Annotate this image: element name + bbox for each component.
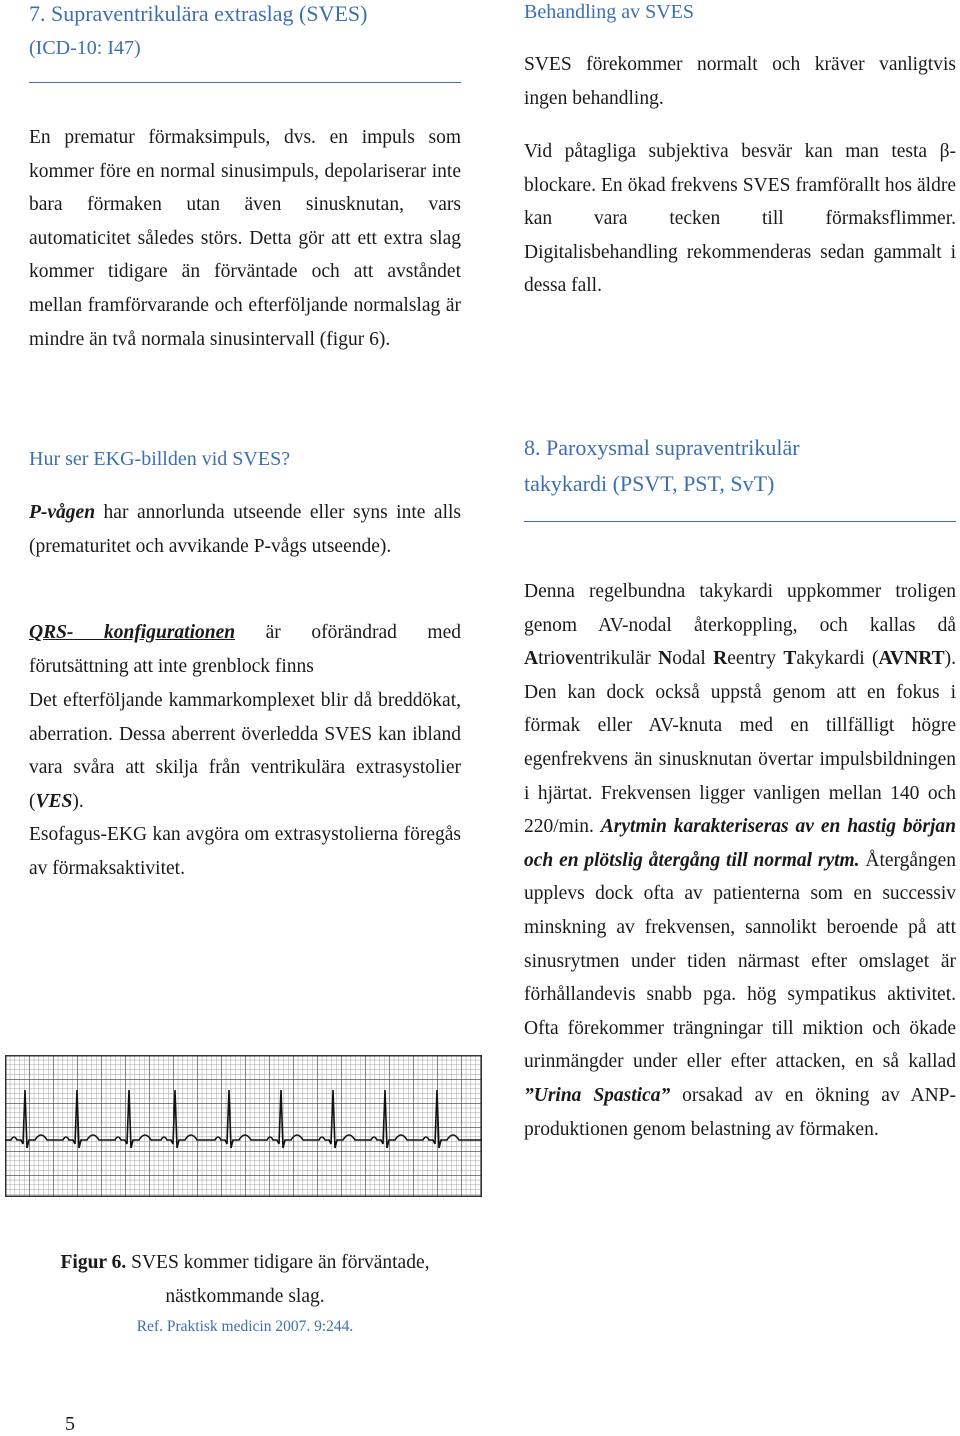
arrhythmia-emphasis: Arytmin karakteriseras av en hastig början och en plötslig återgång till normal rytm. <box>524 816 956 871</box>
qrs-text: är oförändrad med förutsättning att inte grenblock finns <box>29 622 461 677</box>
section-8-title <box>524 431 956 501</box>
page-number: 5 <box>65 1413 75 1435</box>
section-7-rule <box>29 82 461 83</box>
acronym-v: v <box>565 648 575 670</box>
p-wave-term: P-vågen <box>29 502 96 523</box>
acronym-r-rest: eentry <box>727 648 784 670</box>
aberration-text: Det efterföljande kammarkomplexet blir då breddökat, aberration. Dessa aberrent överledda SVES kan ibland vara svåra att skilja från ventrikulära extrasystolier ( <box>29 690 461 812</box>
ecg-grid <box>5 1055 482 1197</box>
acronym-t: T <box>783 648 797 670</box>
psvt-text-c: Återgången upplevs dock ofta av patienterna som en successiv minskning av frekvensen, sannolikt beroende på att sinusrytmen under tiden närmast efter omslaget är förhållandevis snabb pga. hög sympatikus aktivitet. Ofta förekommer trängningar till miktion och ökade urinmängder under eller efter attacken, en så kallad <box>524 849 956 1073</box>
urina-spastica-term: ”Urina Spastica” <box>524 1084 671 1106</box>
p-wave-text: har annorlunda utseende eller syns inte alls (prematuritet och avvikande P-vågs utseende). <box>29 502 461 557</box>
acronym-avnrt: AVNRT <box>878 648 945 670</box>
acronym-t-rest: akykardi ( <box>796 648 879 670</box>
aberration-paragraph <box>29 684 461 818</box>
svves-intro-paragraph: En prematur förmaksimpuls, dvs. en impuls som kommer före en normal sinusimpuls, depolariserar inte bara förmaken utan även sinusknutan, vars automaticitet således störs. Detta gör att ett extra slag kommer tidigare än förväntade och att avståndet mellan framförvarande och efterföljande normalslag är mindre än två normala sinusintervall (figur 6). <box>29 127 461 350</box>
qrs-paragraph <box>29 616 461 683</box>
ecg-strip-figure <box>5 1055 482 1197</box>
acronym-n-rest: odal <box>672 648 714 670</box>
figure-6-caption-line1: SVES kommer tidigare än förväntade, <box>126 1252 430 1273</box>
psvt-text-b: ). Den kan dock också uppstå genom att en fokus i förmak eller AV-knuta med en tillfälligt högre egenfrekvens än sinusknutan övertar impulsbildningen i hjärtat. Frekvensen ligger vanligen mellan 140 och 220/min. <box>524 648 956 838</box>
acronym-v-rest: entrikulär <box>574 648 659 670</box>
figure-reference: Ref. Praktisk medicin 2007. 9:244. <box>136 1318 354 1335</box>
psvt-text-d: orsakad av en ökning av ANP-produktionen genom belastning av förmaken. <box>524 1084 957 1140</box>
p-wave-paragraph <box>29 496 461 563</box>
section-8-title-line2: takykardi (PSVT, PST, SvT) <box>524 471 775 496</box>
section-7-title <box>29 0 461 65</box>
qrs-term: QRS- konfigurationen <box>29 622 236 643</box>
acronym-a-rest: trio <box>538 648 566 670</box>
figure-6-label: Figur 6. <box>60 1252 127 1273</box>
treatment-paragraph-2: Vid påtagliga subjektiva besvär kan man testa β-blockare. En ökad frekvens SVES framförallt hos äldre kan vara tecken till förmaksflimmer. Digitalisbehandling rekommenderas sedan gammalt i dessa fall. <box>524 141 956 297</box>
esophagus-ekg-paragraph: Esofagus-EKG kan avgöra om extrasystolierna föregås av förmaksaktivitet. <box>29 824 461 879</box>
section-7-title-line2: (ICD-10: I47) <box>29 37 141 59</box>
section-7-title-line1: 7. Supraventrikulära extraslag (SVES) <box>29 1 368 26</box>
treatment-paragraph-1: SVES förekommer normalt och kräver vanligtvis ingen behandling. <box>524 54 956 109</box>
aberration-end: ). <box>72 790 84 812</box>
ekg-subheading: Hur ser EKG-billden vid SVES? <box>29 448 291 470</box>
psvt-text-a: Denna regelbundna takykardi uppkommer troligen genom AV-nodal återkoppling, och kallas då <box>524 581 956 636</box>
psvt-paragraph <box>524 575 956 1146</box>
section-8-title-line1: 8. Paroxysmal supraventrikulär <box>524 435 800 460</box>
figure-6-caption-line2: nästkommande slag. <box>165 1285 325 1307</box>
ves-term: VES <box>35 790 73 812</box>
acronym-a: A <box>524 648 539 670</box>
figure-6-caption <box>0 1246 490 1313</box>
acronym-n: N <box>658 648 673 670</box>
section-8-rule <box>524 521 956 522</box>
treatment-heading: Behandling av SVES <box>524 1 694 23</box>
acronym-r: R <box>713 648 728 670</box>
